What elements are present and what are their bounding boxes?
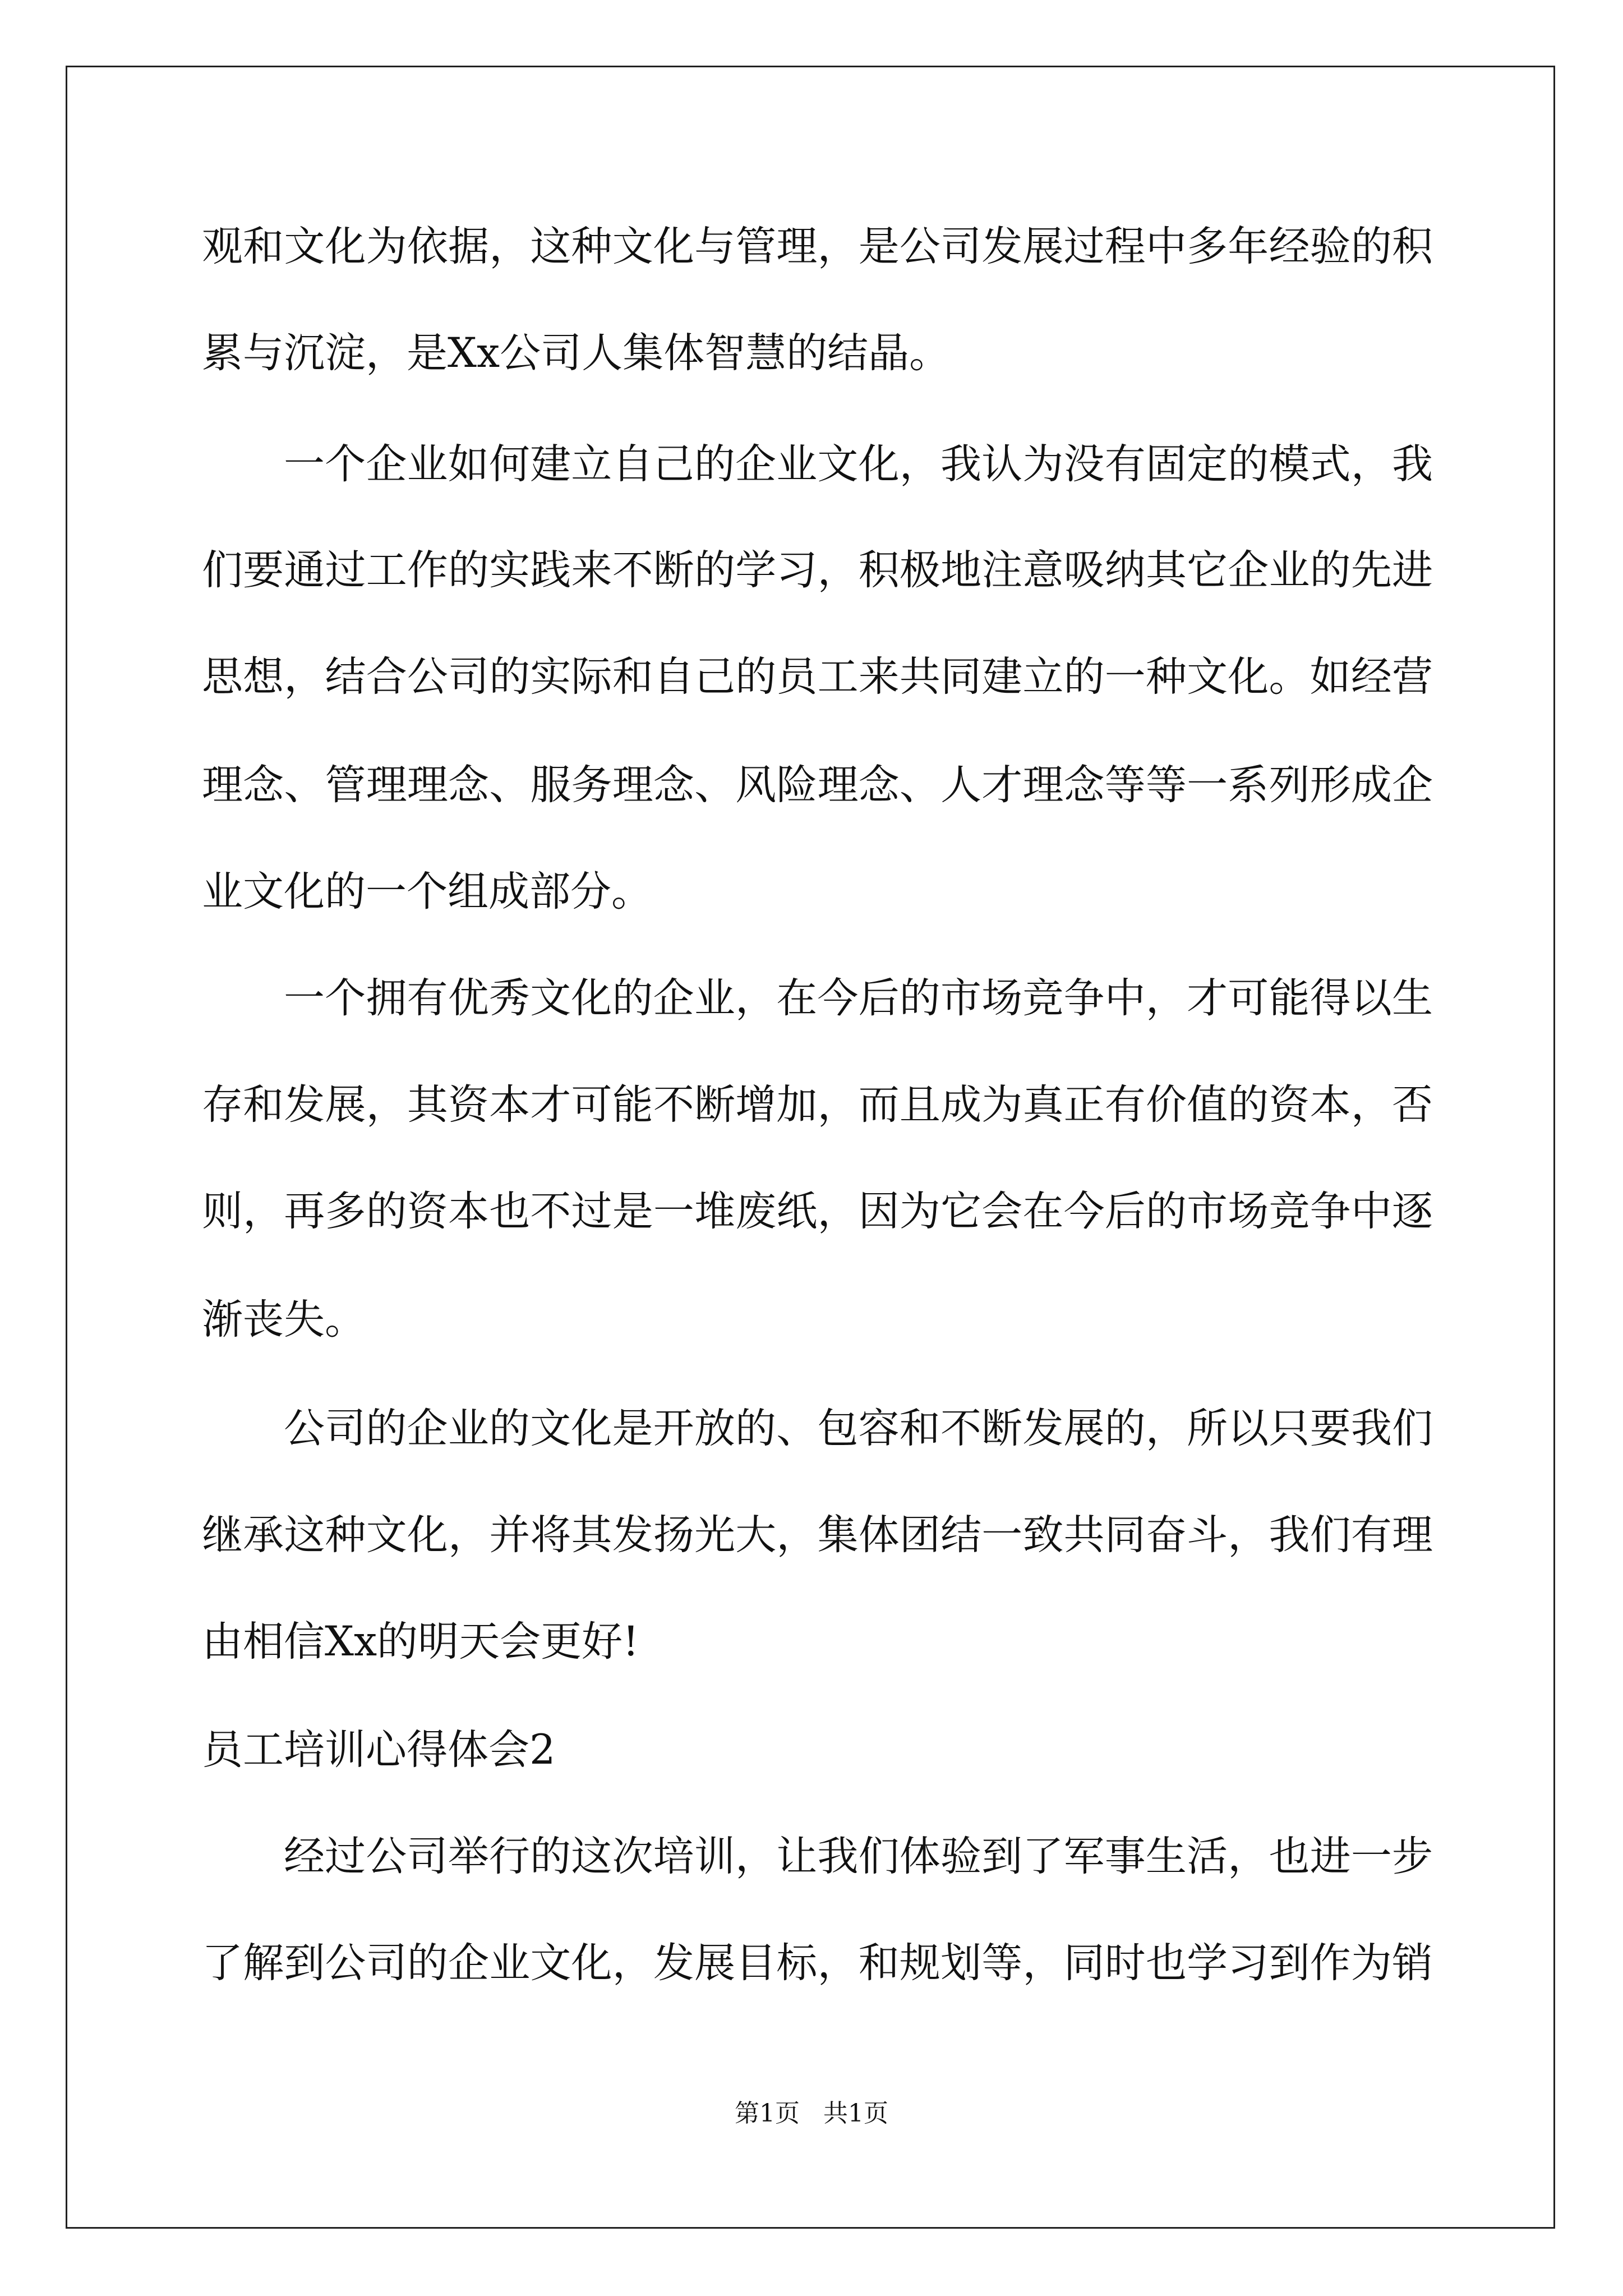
paragraph-1-line-2: 累与沉淀，是Xx公司人集体智慧的结晶。 xyxy=(202,329,951,377)
paragraph-3-line-1: 一个拥有优秀文化的企业，在今后的市场竞争中，才可能得以生 xyxy=(284,974,1433,1022)
paragraph-4-line-1: 公司的企业的文化是开放的、包容和不断发展的，所以只要我们 xyxy=(284,1405,1433,1452)
section-heading: 员工培训心得体会2 xyxy=(202,1726,556,1774)
section-paragraph-line-1: 经过公司举行的这次培训，让我们体验到了军事生活，也进一步 xyxy=(284,1833,1433,1880)
paragraph-2-line-2: 们要通过工作的实践来不断的学习，积极地注意吸纳其它企业的先进 xyxy=(202,546,1433,594)
paragraph-2-line-4: 理念、管理理念、服务理念、风险理念、人才理念等等一系列形成企 xyxy=(202,761,1433,809)
paragraph-2-line-3: 思想，结合公司的实际和自己的员工来共同建立的一种文化。如经营 xyxy=(202,653,1433,701)
page-number-footer: 第1页 共1页 xyxy=(735,2099,888,2128)
paragraph-3-line-2: 存和发展，其资本才可能不断增加，而且成为真正有价值的资本，否 xyxy=(202,1081,1433,1129)
paragraph-4-line-2: 继承这种文化，并将其发扬光大，集体团结一致共同奋斗，我们有理 xyxy=(202,1511,1433,1559)
section-paragraph-line-2: 了解到公司的企业文化，发展目标，和规划等，同时也学习到作为销 xyxy=(202,1939,1433,1987)
paragraph-2-line-1: 一个企业如何建立自己的企业文化，我认为没有固定的模式，我 xyxy=(284,440,1433,488)
page-border xyxy=(66,66,1555,2229)
paragraph-3-line-3: 则，再多的资本也不过是一堆废纸，因为它会在今后的市场竞争中逐 xyxy=(202,1188,1433,1235)
paragraph-2-line-5: 业文化的一个组成部分。 xyxy=(202,868,652,915)
paragraph-4-line-3: 由相信Xx的明天会更好! xyxy=(202,1618,639,1665)
paragraph-3-line-4: 渐丧失。 xyxy=(202,1296,366,1343)
paragraph-1-line-1: 观和文化为依据，这种文化与管理，是公司发展过程中多年经验的积 xyxy=(202,223,1433,270)
